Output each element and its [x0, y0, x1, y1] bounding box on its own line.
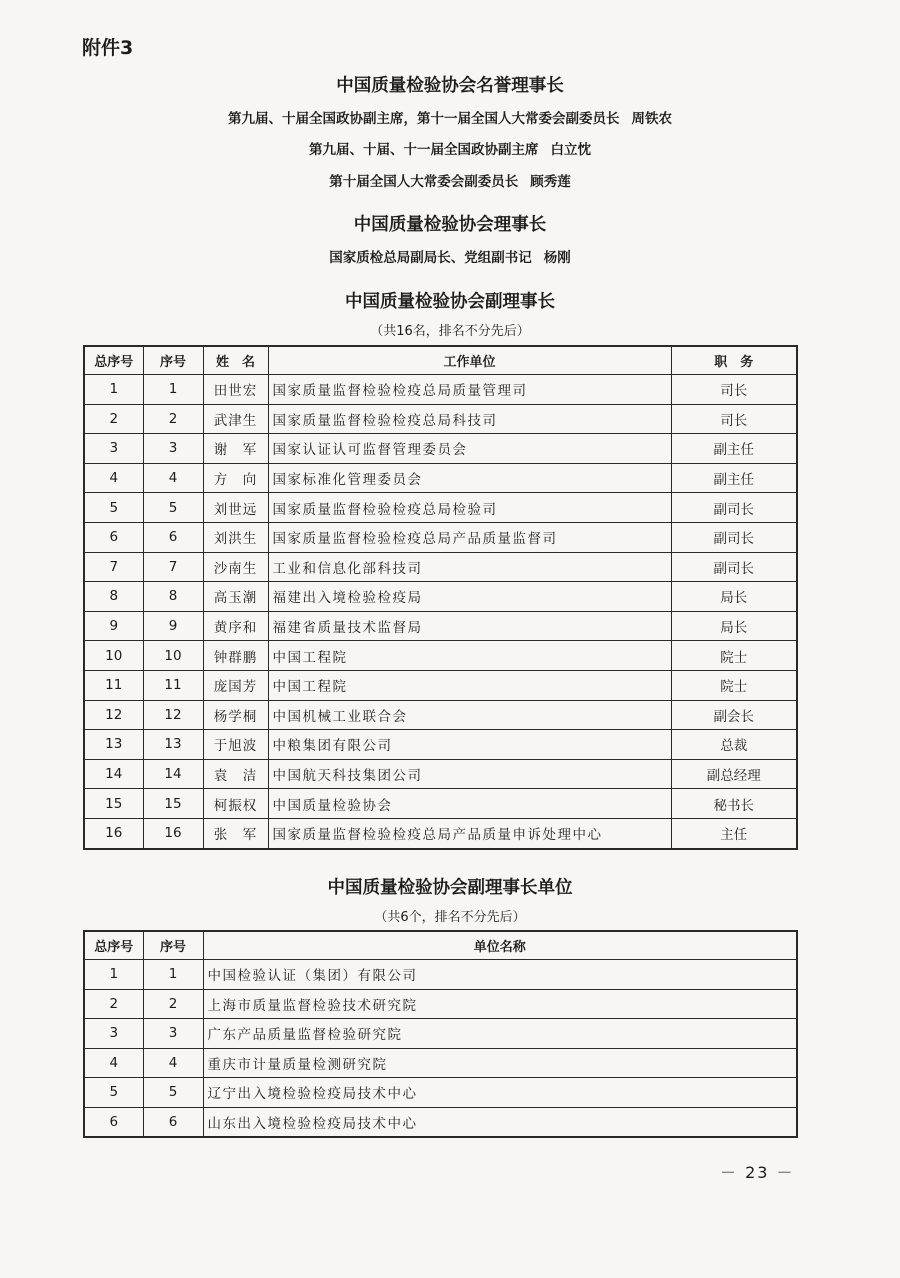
cell-work-unit: 国家标准化管理委员会	[268, 463, 671, 493]
vice-chairmen-table	[83, 345, 798, 850]
table-row	[84, 1019, 797, 1049]
cell-total-no: 9	[84, 611, 143, 641]
vice-units-note: （共6个，排名不分先后）	[374, 910, 526, 925]
cell-position: 主任	[671, 818, 797, 848]
header-seq-no: 序号	[143, 346, 203, 375]
table-row	[84, 434, 797, 464]
cell-seq-no: 8	[143, 582, 203, 612]
cell-position: 局长	[671, 582, 797, 612]
cell-seq-no: 4	[143, 463, 203, 493]
cell-position: 司长	[671, 375, 797, 405]
cell-unit-name: 重庆市计量质量检测研究院	[203, 1048, 797, 1078]
cell-name: 谢 军	[203, 434, 268, 464]
attachment-label: 附件3	[82, 37, 134, 59]
cell-seq-no: 1	[143, 960, 203, 990]
table-row	[84, 818, 797, 848]
table-row	[84, 611, 797, 641]
cell-work-unit: 福建出入境检验检疫局	[268, 582, 671, 612]
table-row	[84, 375, 797, 405]
table-row	[84, 700, 797, 730]
table-header-row	[84, 931, 797, 960]
vice-units-table	[83, 930, 798, 1138]
cell-unit-name: 辽宁出入境检验检疫局技术中心	[203, 1078, 797, 1108]
table-row	[84, 730, 797, 760]
cell-position: 院士	[671, 670, 797, 700]
honorary-name: 白立忱	[550, 142, 591, 158]
cell-total-no: 15	[84, 789, 143, 819]
table-row	[84, 759, 797, 789]
cell-unit-name: 上海市质量监督检验技术研究院	[203, 989, 797, 1019]
cell-total-no: 13	[84, 730, 143, 760]
chairman-line	[0, 246, 900, 266]
cell-total-no: 1	[84, 375, 143, 405]
cell-position: 总裁	[671, 730, 797, 760]
cell-name: 钟群鹏	[203, 641, 268, 671]
cell-name: 袁 洁	[203, 759, 268, 789]
cell-position: 司长	[671, 404, 797, 434]
table-header-row	[84, 346, 797, 375]
cell-position: 副主任	[671, 434, 797, 464]
table-row	[84, 789, 797, 819]
honorary-name: 周铁农	[631, 111, 672, 127]
cell-unit-name: 广东产品质量监督检验研究院	[203, 1019, 797, 1049]
cell-total-no: 11	[84, 670, 143, 700]
cell-seq-no: 2	[143, 989, 203, 1019]
table-row	[84, 493, 797, 523]
cell-work-unit: 中国航天科技集团公司	[268, 759, 671, 789]
cell-work-unit: 国家认证认可监督管理委员会	[268, 434, 671, 464]
cell-total-no: 16	[84, 818, 143, 848]
cell-seq-no: 2	[143, 404, 203, 434]
cell-name: 柯振权	[203, 789, 268, 819]
table-row	[84, 989, 797, 1019]
cell-work-unit: 中国工程院	[268, 670, 671, 700]
cell-seq-no: 6	[143, 1107, 203, 1137]
honorary-line	[0, 107, 900, 127]
cell-position: 副司长	[671, 493, 797, 523]
cell-total-no: 12	[84, 700, 143, 730]
cell-position: 副司长	[671, 522, 797, 552]
cell-position: 副会长	[671, 700, 797, 730]
cell-seq-no: 11	[143, 670, 203, 700]
table-row	[84, 522, 797, 552]
cell-work-unit: 国家质量监督检验检疫总局科技司	[268, 404, 671, 434]
cell-total-no: 6	[84, 522, 143, 552]
cell-total-no: 14	[84, 759, 143, 789]
cell-total-no: 3	[84, 1019, 143, 1049]
cell-seq-no: 4	[143, 1048, 203, 1078]
cell-total-no: 7	[84, 552, 143, 582]
header-work-unit: 工作单位	[268, 346, 671, 375]
header-total-no: 总序号	[84, 346, 143, 375]
header-total-no: 总序号	[84, 931, 143, 960]
cell-work-unit: 福建省质量技术监督局	[268, 611, 671, 641]
vice-chairmen-heading: 中国质量检验协会副理事长	[345, 292, 555, 312]
cell-total-no: 6	[84, 1107, 143, 1137]
table-row	[84, 463, 797, 493]
cell-total-no: 4	[84, 1048, 143, 1078]
table-row	[84, 670, 797, 700]
header-seq-no: 序号	[143, 931, 203, 960]
table-row	[84, 641, 797, 671]
cell-position: 局长	[671, 611, 797, 641]
cell-total-no: 5	[84, 1078, 143, 1108]
cell-seq-no: 14	[143, 759, 203, 789]
cell-name: 田世宏	[203, 375, 268, 405]
cell-total-no: 4	[84, 463, 143, 493]
cell-name: 黄序和	[203, 611, 268, 641]
cell-seq-no: 16	[143, 818, 203, 848]
vice-chairmen-note: （共16名，排名不分先后）	[370, 324, 530, 339]
cell-total-no: 8	[84, 582, 143, 612]
table-row	[84, 1048, 797, 1078]
table-row	[84, 404, 797, 434]
cell-name: 方 向	[203, 463, 268, 493]
cell-total-no: 1	[84, 960, 143, 990]
cell-work-unit: 中国机械工业联合会	[268, 700, 671, 730]
cell-name: 张 军	[203, 818, 268, 848]
chairman-desc: 国家质检总局副局长、党组副书记	[329, 250, 532, 266]
cell-total-no: 2	[84, 404, 143, 434]
cell-total-no: 5	[84, 493, 143, 523]
cell-total-no: 3	[84, 434, 143, 464]
header-unit-name: 单位名称	[203, 931, 797, 960]
cell-work-unit: 中粮集团有限公司	[268, 730, 671, 760]
cell-name: 高玉潮	[203, 582, 268, 612]
honorary-line	[0, 138, 900, 158]
cell-seq-no: 7	[143, 552, 203, 582]
cell-total-no: 2	[84, 989, 143, 1019]
cell-work-unit: 工业和信息化部科技司	[268, 552, 671, 582]
honorary-chairman-heading: 中国质量检验协会名誉理事长	[336, 76, 564, 96]
cell-seq-no: 15	[143, 789, 203, 819]
table-row	[84, 552, 797, 582]
cell-name: 于旭波	[203, 730, 268, 760]
cell-seq-no: 5	[143, 1078, 203, 1108]
cell-seq-no: 10	[143, 641, 203, 671]
vice-units-heading: 中国质量检验协会副理事长单位	[327, 878, 573, 898]
honorary-line	[0, 170, 900, 190]
cell-position: 副主任	[671, 463, 797, 493]
cell-seq-no: 3	[143, 1019, 203, 1049]
cell-seq-no: 1	[143, 375, 203, 405]
cell-seq-no: 9	[143, 611, 203, 641]
cell-work-unit: 国家质量监督检验检疫总局产品质量申诉处理中心	[268, 818, 671, 848]
honorary-desc: 第九届、十届、十一届全国政协副主席	[309, 142, 539, 158]
cell-name: 刘洪生	[203, 522, 268, 552]
cell-total-no: 10	[84, 641, 143, 671]
cell-work-unit: 中国工程院	[268, 641, 671, 671]
cell-seq-no: 6	[143, 522, 203, 552]
cell-seq-no: 12	[143, 700, 203, 730]
cell-seq-no: 5	[143, 493, 203, 523]
cell-unit-name: 山东出入境检验检疫局技术中心	[203, 1107, 797, 1137]
cell-work-unit: 国家质量监督检验检疫总局产品质量监督司	[268, 522, 671, 552]
page-number: － 23 －	[720, 1163, 795, 1182]
header-position: 职 务	[671, 346, 797, 375]
cell-position: 副总经理	[671, 759, 797, 789]
header-name: 姓 名	[203, 346, 268, 375]
cell-work-unit: 中国质量检验协会	[268, 789, 671, 819]
chairman-heading: 中国质量检验协会理事长	[353, 215, 547, 235]
table-row	[84, 960, 797, 990]
honorary-desc: 第十届全国人大常委会副委员长	[329, 174, 519, 190]
honorary-name: 顾秀莲	[530, 174, 571, 190]
cell-seq-no: 13	[143, 730, 203, 760]
chairman-name: 杨刚	[543, 250, 571, 266]
cell-position: 秘书长	[671, 789, 797, 819]
cell-name: 刘世远	[203, 493, 268, 523]
cell-name: 杨学桐	[203, 700, 268, 730]
table-row	[84, 582, 797, 612]
table-row	[84, 1107, 797, 1137]
cell-name: 庞国芳	[203, 670, 268, 700]
cell-name: 沙南生	[203, 552, 268, 582]
cell-position: 副司长	[671, 552, 797, 582]
cell-work-unit: 国家质量监督检验检疫总局质量管理司	[268, 375, 671, 405]
cell-position: 院士	[671, 641, 797, 671]
table-row	[84, 1078, 797, 1108]
cell-work-unit: 国家质量监督检验检疫总局检验司	[268, 493, 671, 523]
cell-unit-name: 中国检验认证（集团）有限公司	[203, 960, 797, 990]
cell-seq-no: 3	[143, 434, 203, 464]
cell-name: 武津生	[203, 404, 268, 434]
honorary-desc: 第九届、十届全国政协副主席，第十一届全国人大常委会副委员长	[228, 111, 620, 127]
